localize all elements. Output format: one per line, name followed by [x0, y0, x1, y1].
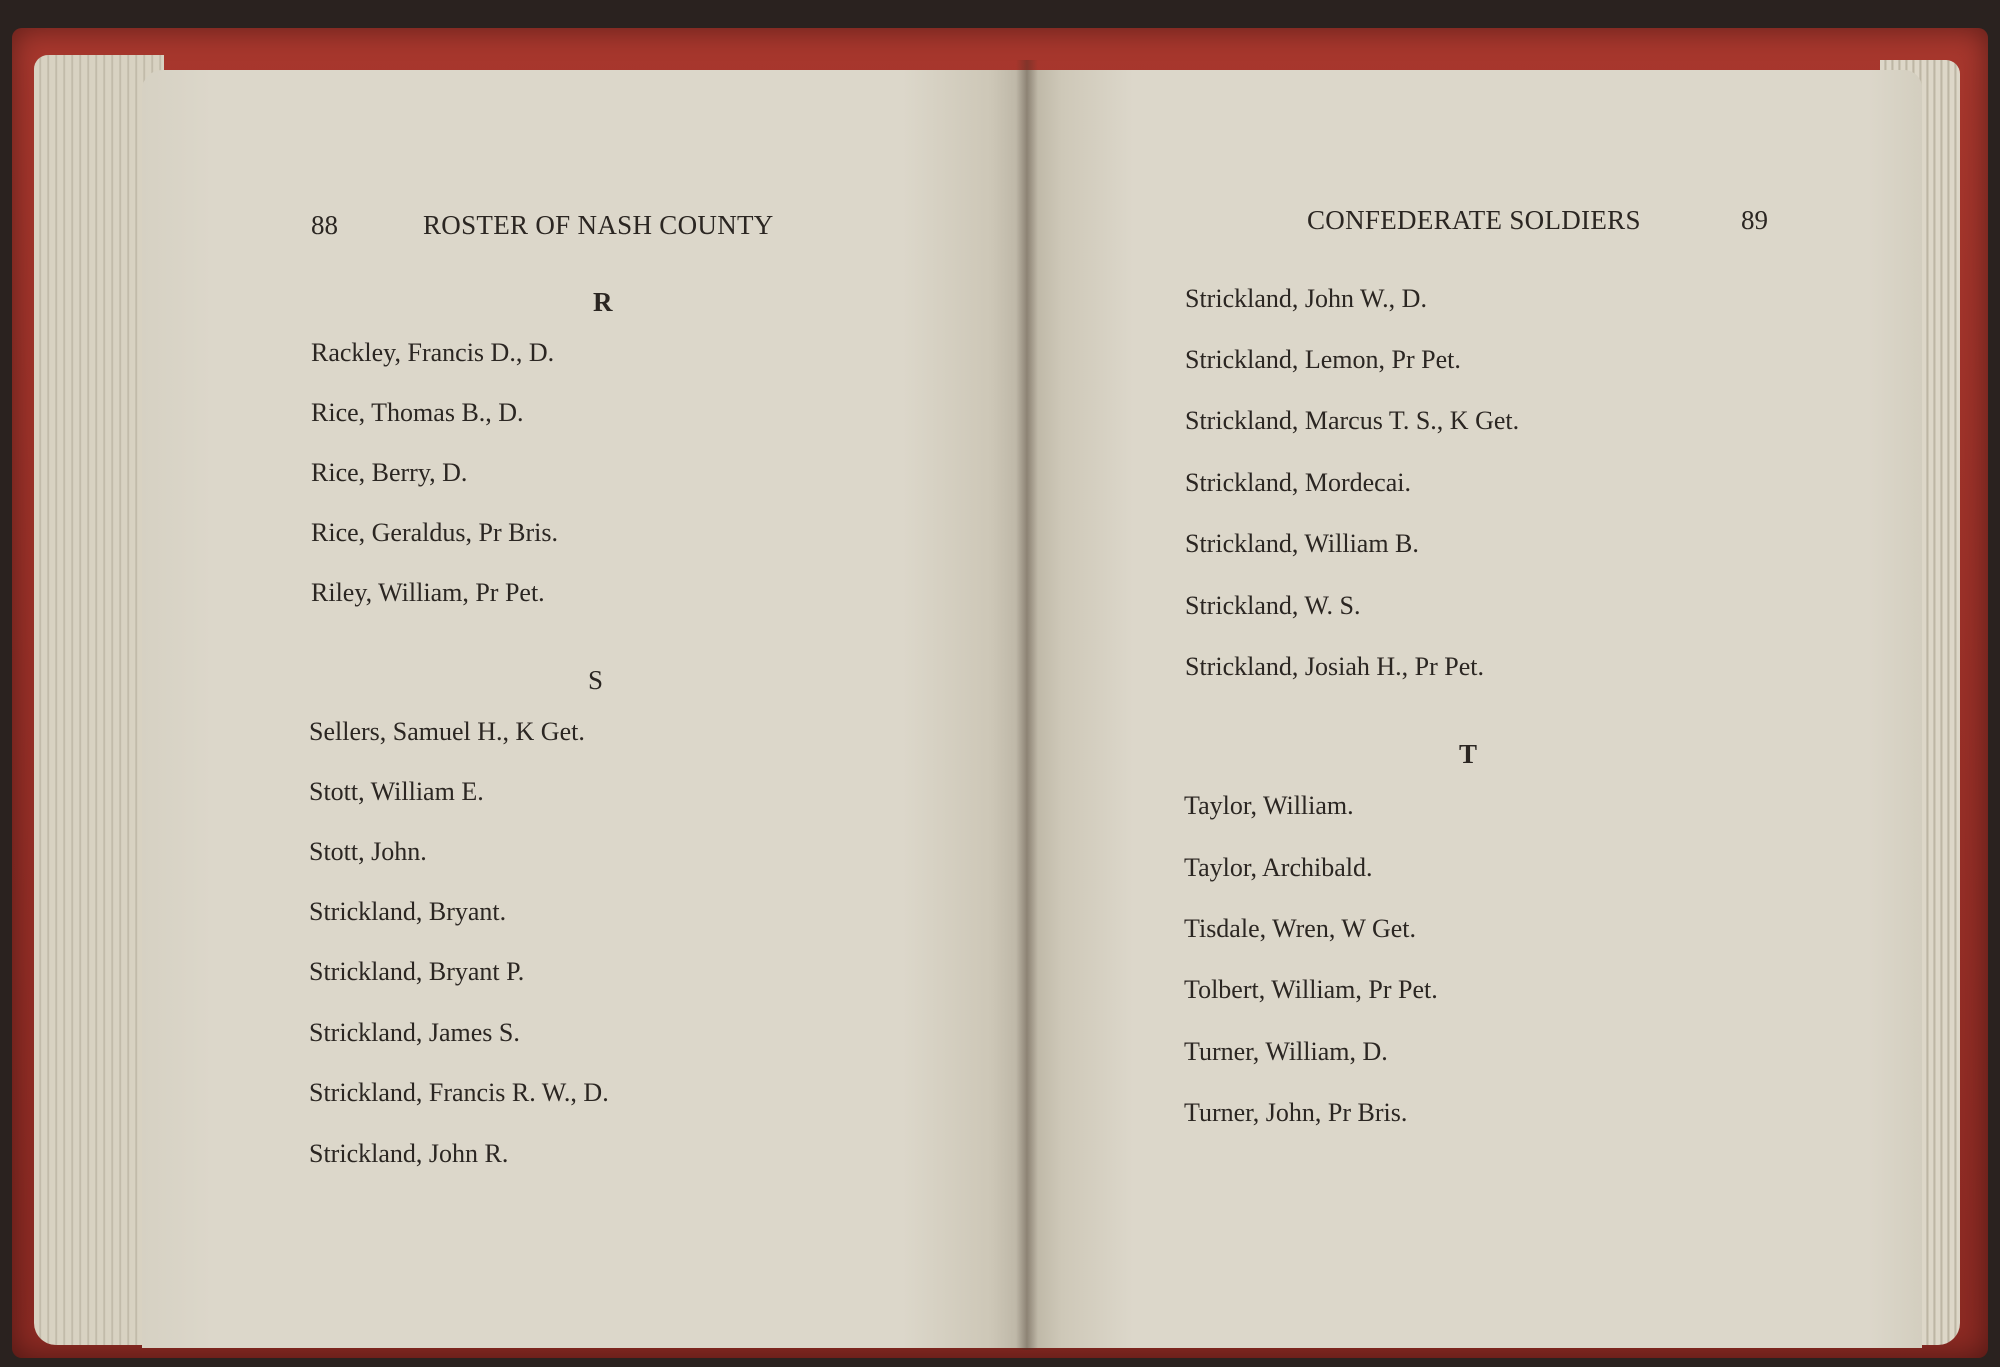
roster-entry: Strickland, Lemon, Pr Pet.	[1185, 345, 1461, 374]
roster-entry: Taylor, William.	[1184, 791, 1354, 820]
roster-entry: Turner, William, D.	[1184, 1037, 1388, 1066]
roster-entry: Rice, Geraldus, Pr Bris.	[311, 518, 558, 547]
roster-entry: Strickland, Bryant.	[309, 897, 507, 926]
roster-entry: Stott, William E.	[309, 777, 484, 806]
roster-entry: Rice, Berry, D.	[311, 458, 468, 487]
roster-entry: Strickland, William B.	[1185, 529, 1419, 558]
section-letter-r: R	[593, 287, 613, 317]
right-page	[1026, 70, 1922, 1348]
left-page	[142, 70, 1026, 1348]
roster-entry: Strickland, James S.	[309, 1018, 520, 1047]
roster-entry: Riley, William, Pr Pet.	[311, 578, 545, 607]
roster-entry: Strickland, John W., D.	[1185, 284, 1427, 313]
section-letter-s: S	[588, 665, 604, 695]
right-running-head: CONFEDERATE SOLDIERS	[1307, 205, 1641, 235]
roster-entry: Tolbert, William, Pr Pet.	[1184, 975, 1438, 1004]
roster-entry: Sellers, Samuel H., K Get.	[309, 717, 585, 746]
section-letter-t: T	[1459, 739, 1478, 769]
roster-entry: Strickland, Francis R. W., D.	[309, 1078, 609, 1107]
roster-entry: Rackley, Francis D., D.	[311, 338, 555, 367]
roster-entry: Taylor, Archibald.	[1184, 853, 1373, 882]
roster-entry: Tisdale, Wren, W Get.	[1184, 914, 1416, 943]
roster-entry: Strickland, Bryant P.	[309, 957, 525, 986]
right-page-number: 89	[1741, 205, 1768, 235]
book-gutter	[1016, 60, 1038, 1350]
roster-entry: Strickland, Marcus T. S., K Get.	[1185, 406, 1520, 435]
roster-entry: Strickland, Mordecai.	[1185, 468, 1411, 497]
roster-entry: Stott, John.	[309, 837, 427, 866]
roster-entry: Turner, John, Pr Bris.	[1184, 1098, 1408, 1127]
roster-entry: Rice, Thomas B., D.	[311, 398, 524, 427]
roster-entry: Strickland, W. S.	[1185, 591, 1361, 620]
left-page-number: 88	[311, 210, 338, 240]
left-running-head: ROSTER OF NASH COUNTY	[423, 210, 774, 240]
roster-entry: Strickland, Josiah H., Pr Pet.	[1185, 652, 1484, 681]
roster-entry: Strickland, John R.	[309, 1139, 509, 1168]
